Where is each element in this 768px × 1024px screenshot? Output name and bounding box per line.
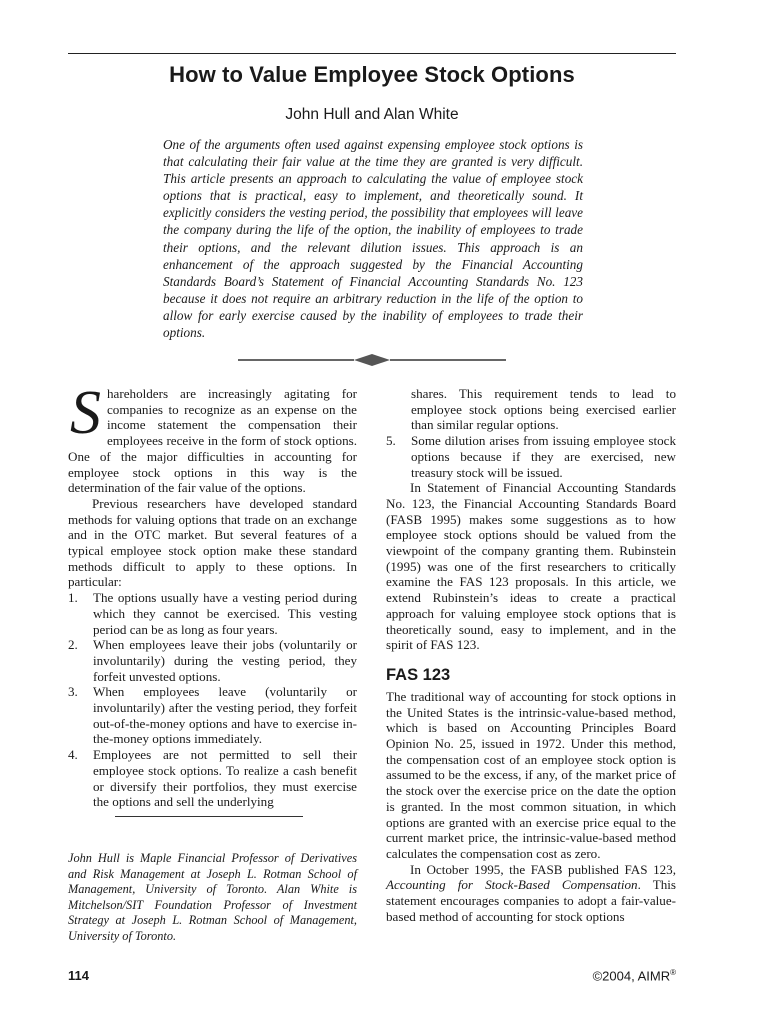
paragraph-fas-statement: In Statement of Financial Accounting Standards No. 123, the Financial Accounting Standards Board (FASB 1995) makes some suggestions as to how employee stock options should be valued from the viewpoint of the company granting them. Rubinstein (1995) was one of the first researchers to critically examine the FAS 123 proposals. In this article, we extend Rubinstein’s ideas to create a practical approach for valuing employee stock options that is theoretically sound, easy to implement, and in the spirit of FAS 123. (386, 480, 676, 653)
abstract: One of the arguments often used against expensing employee stock options is that calculating their fair value at the time they are granted is very difficult. This article presents an approach to calculating the value of employee stock options that is practical, easy to implement, and theoretically sound. It explicitly considers the vesting period, the possibility that employees will leave the company during the life of the option, the inability of employees to trade their options, and the relevant dilution issues. This approach is an enhancement of the approach suggested by the Financial Accounting Standards Board’s Statement of Financial Accounting Standards No. 123 because it does not require an arbitrary reduction in the life of the option to allow for early exercise caused by the inability of employees to trade their options. (163, 137, 583, 341)
paragraph-traditional-accounting: The traditional way of accounting for stock options in the United States is the intrinsic-value-based method, which is based on Accounting Principles Board Opinion No. 25, issued in 1972. Under this method, the compensation cost of an employee stock option is assumed to be the excess, if any, of the market price of the stock over the exercise price on the date the option is granted. In the most common situation, in which options are granted with an exercise price equal to the current market price, the intrinsic-value-based method calculates the compensation cost as zero. (386, 688, 676, 861)
list-item-text: Some dilution arises from issuing employee stock options because if they are exercised, new treasury stock will be issued. (411, 433, 676, 480)
author-footnote: John Hull is Maple Financial Professor of Derivatives and Risk Management at Joseph L. Rotman School of Management, University of Toronto. Alan White is Mitchelson/SIT Foundation Professor of Investment Strategy at Joseph L. Rotman School of Management, University of Toronto. (68, 851, 357, 943)
list-item (68, 747, 357, 810)
list-item-text: When employees leave (voluntarily or involuntarily) after the vesting period, they forfeit out-of-the-money options and have to exercise in-the-money options immediately. (93, 684, 357, 747)
copyright-notice (593, 968, 676, 983)
copyright-text: ©2004, AIMR (592, 968, 671, 984)
top-rule (68, 53, 676, 54)
list-item-continuation: shares. This requirement tends to lead to employee stock options being exercised earlier than similar regular options. (411, 386, 676, 433)
intro-text: hareholders are increasingly agitating for companies to recognize as an expense on the income statement the compensation their employees receive in the form of stock options. One of the major difficulties in accounting for employee stock options in this way is the determination of the fair value of the options. (68, 386, 357, 496)
paragraph-fasb-text-start: In October 1995, the FASB published FAS 123, (410, 861, 676, 877)
list-item-number: 5. (386, 433, 396, 449)
registered-mark: ® (670, 968, 676, 977)
publication-title: Accounting for Stock-Based Compensation (386, 877, 638, 893)
section-heading-fas-123: FAS 123 (386, 665, 451, 684)
list-item (68, 684, 357, 747)
article-title: How to Value Employee Stock Options (169, 62, 575, 87)
paragraph-previous-researchers: Previous researchers have developed standard methods for valuing options that trade on an exchange and in the OTC market. But several features of a typical employee stock option make these standard methods difficult to apply to these options. In particular: (68, 495, 357, 590)
paragraph-fasb-published (386, 862, 676, 925)
list-item (386, 433, 676, 480)
intro-paragraph (68, 379, 357, 496)
right-column (386, 386, 676, 925)
footnote-rule (115, 816, 303, 817)
drop-cap: S (70, 379, 101, 447)
list-item-text: Employees are not permitted to sell their employee stock options. To realize a cash benefit or diversify their portfolios, they must exercise the options and sell the underlying (93, 747, 357, 810)
list-item-number: 1. (68, 590, 78, 606)
list-item-number: 3. (68, 684, 78, 700)
features-list (68, 590, 357, 810)
list-item-text: The options usually have a vesting period during which they cannot be exercised. This vesting period can be as long as four years. (93, 590, 357, 637)
list-item-number: 2. (68, 637, 78, 653)
article-authors: John Hull and Alan White (285, 106, 459, 123)
list-item-text: When employees leave their jobs (voluntarily or involuntarily) during the vesting period, they forfeit unvested options. (93, 637, 357, 684)
list-item (68, 590, 357, 637)
list-item-number: 4. (68, 747, 78, 763)
section-ornament (238, 352, 506, 368)
features-list-continued (386, 433, 676, 480)
list-item (68, 637, 357, 684)
left-column (68, 379, 357, 810)
paragraph-fasb-text-end: . This statement encourages companies to adopt a fair-value-based method of accounting for stock options (386, 877, 676, 924)
ornament-diamond (354, 354, 390, 366)
page-number: 114 (68, 968, 89, 983)
